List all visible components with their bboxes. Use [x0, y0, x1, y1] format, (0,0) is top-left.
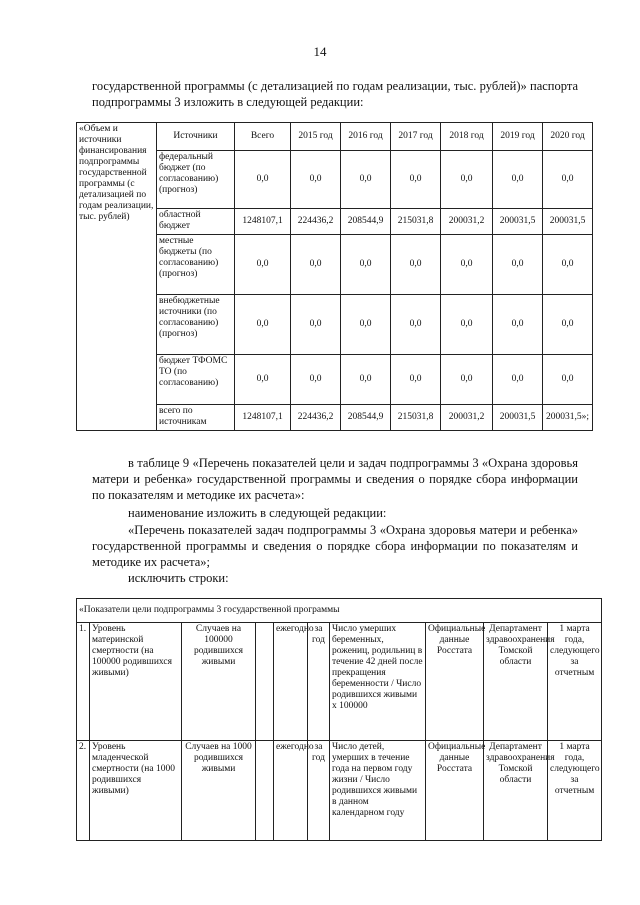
value-cell: 0,0 [543, 295, 593, 355]
value-cell: 0,0 [235, 151, 291, 209]
source-cell: внебюджетные источники (по согласованию) (прогноз) [157, 295, 235, 355]
source-cell: областной бюджет [157, 209, 235, 235]
header-cell: 2018 год [441, 123, 493, 151]
paragraph-name: наименование изложить в следующей редакции: [128, 506, 387, 520]
header-cell: 2020 год [543, 123, 593, 151]
method-cell: Число умерших беременных, рожениц, родильниц в течение 42 дней после прекращения беременности / Число родившихся живыми x 100000 [330, 623, 426, 741]
term-cell: за год [308, 741, 330, 841]
value-cell: 0,0 [543, 355, 593, 405]
source-cell: бюджет ТФОМС ТО (по согласованию) [157, 355, 235, 405]
source-cell: всего по источникам [157, 405, 235, 431]
value-cell: 215031,8 [391, 405, 441, 431]
value-cell: 0,0 [493, 295, 543, 355]
value-cell: 0,0 [341, 295, 391, 355]
value-cell: 215031,8 [391, 209, 441, 235]
unit-cell: Случаев на 100000 родившихся живыми [182, 623, 256, 741]
value-cell: 0,0 [341, 235, 391, 295]
value-cell: 0,0 [391, 295, 441, 355]
value-cell: 1248107,1 [235, 405, 291, 431]
table-row [77, 623, 602, 741]
date-cell: 1 марта года, следующего за отчетным [548, 623, 602, 741]
row-number: 2. [77, 741, 90, 841]
value-cell: 208544,9 [341, 209, 391, 235]
unit-cell: Случаев на 1000 родившихся живыми [182, 741, 256, 841]
period-cell: ежегодно [274, 741, 308, 841]
value-cell: 0,0 [441, 151, 493, 209]
value-cell: 0,0 [291, 295, 341, 355]
header-cell: Источники [157, 123, 235, 151]
period-cell: ежегодно [274, 623, 308, 741]
value-cell: 0,0 [341, 355, 391, 405]
indicator-name: Уровень материнской смертности (на 100000 родившихся живыми) [90, 623, 182, 741]
financing-table [76, 122, 593, 431]
source-cell: местные бюджеты (по согласованию) (прогноз) [157, 235, 235, 295]
value-cell: 0,0 [235, 235, 291, 295]
value-cell: 224436,2 [291, 209, 341, 235]
source-cell: Официальные данные Росстата [426, 741, 484, 841]
header-cell: 2017 год [391, 123, 441, 151]
responsible-cell: Департамент здравоохранения Томской области [484, 623, 548, 741]
paragraph-table9: в таблице 9 «Перечень показателей цели и задач подпрограммы 3 «Охрана здоровья матери и ребенка» государственной программы и сведения о порядке сбора информации по показателям и методике их расчета»: [92, 456, 578, 502]
value-cell: 200031,5 [493, 405, 543, 431]
value-cell: 0,0 [291, 151, 341, 209]
header-cell: 2019 год [493, 123, 543, 151]
value-cell: 0,0 [543, 151, 593, 209]
table-heading: «Показатели цели подпрограммы 3 государственной программы [77, 599, 602, 623]
paragraph-exclude: исключить строки: [128, 571, 229, 585]
value-cell: 224436,2 [291, 405, 341, 431]
value-cell: 0,0 [543, 235, 593, 295]
header-cell: 2016 год [341, 123, 391, 151]
empty-cell [256, 741, 274, 841]
value-cell: 0,0 [235, 295, 291, 355]
value-cell: 0,0 [391, 151, 441, 209]
source-cell: федеральный бюджет (по согласованию) (прогноз) [157, 151, 235, 209]
value-cell: 208544,9 [341, 405, 391, 431]
value-cell: 0,0 [441, 295, 493, 355]
date-cell: 1 марта года, следующего за отчетным [548, 741, 602, 841]
paragraph-list-title: «Перечень показателей задач подпрограммы 3 «Охрана здоровья матери и ребенка» государственной программы и сведения о порядке сбора информации по показателям и методике их расчета»; [92, 523, 578, 569]
value-cell: 0,0 [291, 355, 341, 405]
source-cell: Официальные данные Росстата [426, 623, 484, 741]
value-cell: 0,0 [291, 235, 341, 295]
value-cell: 0,0 [441, 235, 493, 295]
row-number: 1. [77, 623, 90, 741]
value-cell: 0,0 [493, 235, 543, 295]
value-cell: 0,0 [391, 235, 441, 295]
indicators-table [76, 598, 602, 841]
value-cell: 0,0 [493, 355, 543, 405]
indicator-name: Уровень младенческой смертности (на 1000 родившихся живыми) [90, 741, 182, 841]
page-number: 14 [313, 44, 327, 59]
header-cell: 2015 год [291, 123, 341, 151]
empty-cell [256, 623, 274, 741]
row-label: «Объем и источники финансирования подпрограммы государственной программы (с детализацией по годам реализации, тыс. рублей) [77, 123, 157, 431]
header-cell: Всего [235, 123, 291, 151]
value-cell: 200031,5 [543, 209, 593, 235]
value-cell: 0,0 [341, 151, 391, 209]
value-cell: 1248107,1 [235, 209, 291, 235]
value-cell: 0,0 [441, 355, 493, 405]
value-cell: 0,0 [391, 355, 441, 405]
term-cell: за год [308, 623, 330, 741]
method-cell: Число детей, умерших в течение года на первом году жизни / Число родившихся живыми в данном календарном году [330, 741, 426, 841]
value-cell: 200031,2 [441, 405, 493, 431]
value-cell: 200031,2 [441, 209, 493, 235]
intro-paragraph: государственной программы (с детализацией по годам реализации, тыс. рублей)» паспорта подпрограммы 3 изложить в следующей редакции: [92, 79, 578, 109]
value-cell: 0,0 [493, 151, 543, 209]
table-row [77, 741, 602, 841]
value-cell: 0,0 [235, 355, 291, 405]
value-cell: 200031,5»; [543, 405, 593, 431]
value-cell: 200031,5 [493, 209, 543, 235]
responsible-cell: Департамент здравоохранения Томской области [484, 741, 548, 841]
